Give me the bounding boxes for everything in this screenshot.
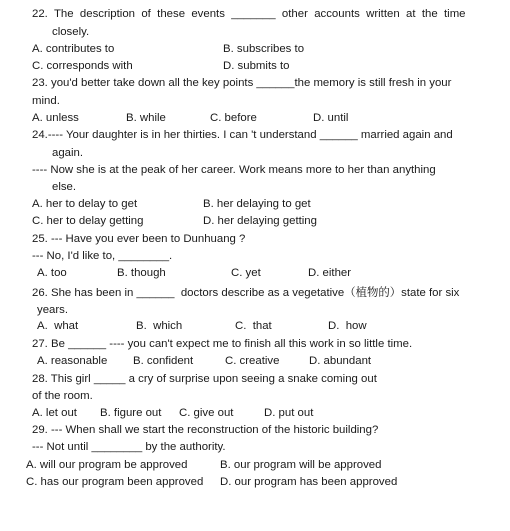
q25-option-d[interactable]: D. either	[308, 267, 352, 279]
q29-stem-line-2: --- Not until ________ by the authority.	[32, 441, 226, 453]
q29-option-c[interactable]: C. has our program been approved	[26, 476, 204, 488]
q24-option-c[interactable]: C. her to delay getting	[32, 215, 144, 227]
q24-option-a[interactable]: A. her to delay to get	[32, 198, 138, 210]
q24-stem-line-2: again.	[52, 147, 84, 159]
q27-option-a[interactable]: A. reasonable	[37, 355, 108, 367]
q23-options	[32, 111, 472, 195]
q27-stem-line-1: 27. Be ______ ---- you can't expect me to finish all this work in so little time.	[32, 338, 413, 350]
q24-option-b[interactable]: B. her delaying to get	[203, 198, 311, 210]
q22-option-d[interactable]: D. submits to	[223, 60, 290, 72]
q29-options-row-2	[26, 475, 486, 531]
q27-option-d[interactable]: D. abundant	[309, 355, 372, 367]
q23-option-b[interactable]: B. while	[126, 112, 166, 124]
q29-option-d[interactable]: D. our program has been approved	[220, 476, 398, 488]
q27-option-b[interactable]: B. confident	[133, 355, 194, 367]
q26-stem-line-1: 26. She has been in ______ doctors describe as a vegetative（植物的）state for six	[32, 287, 460, 299]
q23-stem-line-1: 23. you'd better take down all the key points ______the memory is still fresh in your	[32, 77, 452, 89]
q28-stem-line-1: 28. This girl _____ a cry of surprise upon seeing a snake coming out	[32, 373, 377, 385]
q22-option-c[interactable]: C. corresponds with	[32, 60, 133, 72]
q26-option-d[interactable]: D. how	[328, 320, 367, 332]
q28-stem-line-2: of the room.	[32, 390, 93, 402]
q28-option-d[interactable]: D. put out	[264, 407, 314, 419]
q27-option-c[interactable]: C. creative	[225, 355, 280, 367]
q23-option-c[interactable]: C. before	[210, 112, 257, 124]
q26-option-a[interactable]: A. what	[37, 320, 79, 332]
q26-stem-line-2: years.	[37, 304, 69, 316]
q26-option-b[interactable]: B. which	[136, 320, 183, 332]
q24-option-d[interactable]: D. her delaying getting	[203, 215, 317, 227]
q25-stem-line-2: --- No, I'd like to, ________.	[32, 250, 173, 262]
q24-stem-line-3: ---- Now she is at the peak of her career. Work means more to her than anything	[32, 164, 436, 176]
q26-option-c[interactable]: C. that	[235, 320, 272, 332]
q29-stem-line-1: 29. --- When shall we start the reconstruction of the historic building?	[32, 424, 379, 436]
q28-option-b[interactable]: B. figure out	[100, 407, 162, 419]
q24-stem-line-1: 24.---- Your daughter is in her thirties. I can 't understand ______ married again and	[32, 129, 453, 141]
q28-option-a[interactable]: A. let out	[32, 407, 77, 419]
q22-stem-line-2: closely.	[52, 26, 90, 38]
q25-stem-line-1: 25. --- Have you ever been to Dunhuang ?	[32, 233, 246, 245]
q28-option-c[interactable]: C. give out	[179, 407, 234, 419]
q25-option-c[interactable]: C. yet	[231, 267, 261, 279]
q23-stem-line-2: mind.	[32, 95, 60, 107]
q22-option-b[interactable]: B. subscribes to	[223, 43, 305, 55]
q23-option-a[interactable]: A. unless	[32, 112, 79, 124]
q29-option-b[interactable]: B. our program will be approved	[220, 459, 382, 471]
q24-stem-line-4: else.	[52, 181, 77, 193]
q29-option-a[interactable]: A. will our program be approved	[26, 459, 188, 471]
q25-option-b[interactable]: B. though	[117, 267, 166, 279]
q25-option-a[interactable]: A. too	[37, 267, 67, 279]
q23-option-d[interactable]: D. until	[313, 112, 349, 124]
q22-stem-line-1: 22. The description of these events _______ other accounts written at the time	[32, 8, 466, 20]
q22-option-a[interactable]: A. contributes to	[32, 43, 115, 55]
